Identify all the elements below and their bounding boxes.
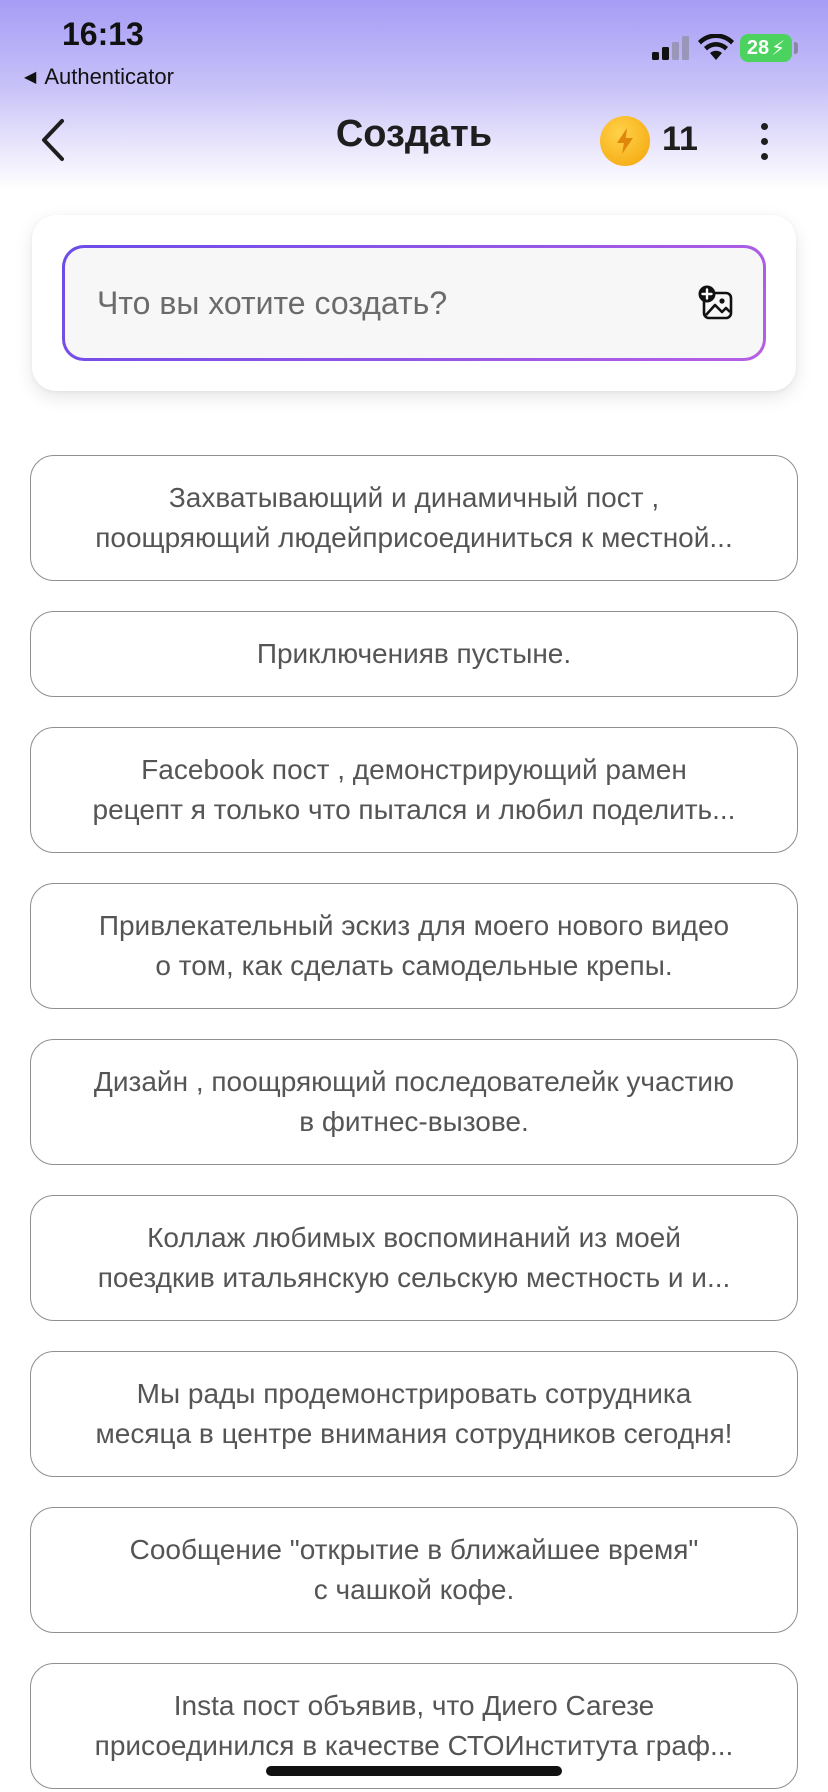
suggestion-text: Сообщение "открытие в ближайшее время" с чашкой кофе. bbox=[129, 1534, 699, 1605]
back-to-app-link[interactable] bbox=[24, 64, 174, 90]
home-indicator[interactable] bbox=[266, 1766, 562, 1776]
suggestion-chip[interactable] bbox=[30, 1039, 798, 1165]
suggestion-text: Привлекательный эскиз для моего нового видео о том, как сделать самодельные крепы. bbox=[98, 910, 730, 981]
add-image-icon[interactable] bbox=[697, 284, 735, 322]
wifi-icon bbox=[698, 34, 734, 62]
suggestion-chip[interactable] bbox=[30, 1195, 798, 1321]
suggestion-text: Приключенияв пустыне. bbox=[256, 638, 572, 669]
status-time: 16:13 bbox=[62, 16, 144, 52]
back-triangle-icon: ◀ bbox=[24, 69, 37, 86]
dot bbox=[761, 123, 768, 130]
suggestion-chip[interactable] bbox=[30, 727, 798, 853]
suggestion-text: Дизайн , поощряющий последователейк участию в фитнес-вызове. bbox=[93, 1066, 735, 1137]
battery-level: 28 bbox=[746, 36, 770, 59]
suggestion-chip[interactable] bbox=[30, 1351, 798, 1477]
more-options-button[interactable] bbox=[748, 114, 780, 168]
back-app-label: Authenticator bbox=[44, 64, 174, 89]
prompt-input-wrapper bbox=[62, 245, 766, 361]
cellular-signal-icon bbox=[652, 36, 692, 60]
suggestion-chip[interactable] bbox=[30, 883, 798, 1009]
dot bbox=[761, 138, 768, 145]
charging-bolt-icon: ⚡ bbox=[771, 37, 786, 60]
coin-icon[interactable] bbox=[600, 116, 650, 166]
prompt-input-container bbox=[65, 248, 763, 358]
suggestion-text: Insta пост объявив, что Диего Сагезе присоединился в качестве СТОИнститута граф... bbox=[94, 1690, 734, 1761]
suggestion-text: Мы рады продемонстрировать сотрудника месяца в центре внимания сотрудников сегодня! bbox=[95, 1378, 733, 1449]
lightning-icon bbox=[613, 126, 637, 156]
suggestion-chip[interactable] bbox=[30, 455, 798, 581]
battery-icon bbox=[740, 34, 792, 62]
battery-tip bbox=[794, 42, 798, 54]
suggestion-text: Коллаж любимых воспоминаний из моей поездкив итальянскую сельскую местность и и... bbox=[97, 1222, 731, 1293]
suggestion-chip[interactable] bbox=[30, 1507, 798, 1633]
suggestion-chip[interactable] bbox=[30, 611, 798, 697]
suggestion-text: Захватывающий и динамичный пост , поощряющий людейприсоединиться к местной... bbox=[95, 482, 733, 553]
page-title: Создать bbox=[335, 113, 493, 155]
coin-count: 11 bbox=[662, 120, 698, 158]
prompt-input[interactable] bbox=[97, 285, 697, 322]
dot bbox=[761, 153, 768, 160]
suggestions-list bbox=[30, 455, 798, 1792]
suggestion-text: Facebook пост , демонстрирующий рамен рецепт я только что пытался и любил поделить... bbox=[92, 754, 736, 825]
